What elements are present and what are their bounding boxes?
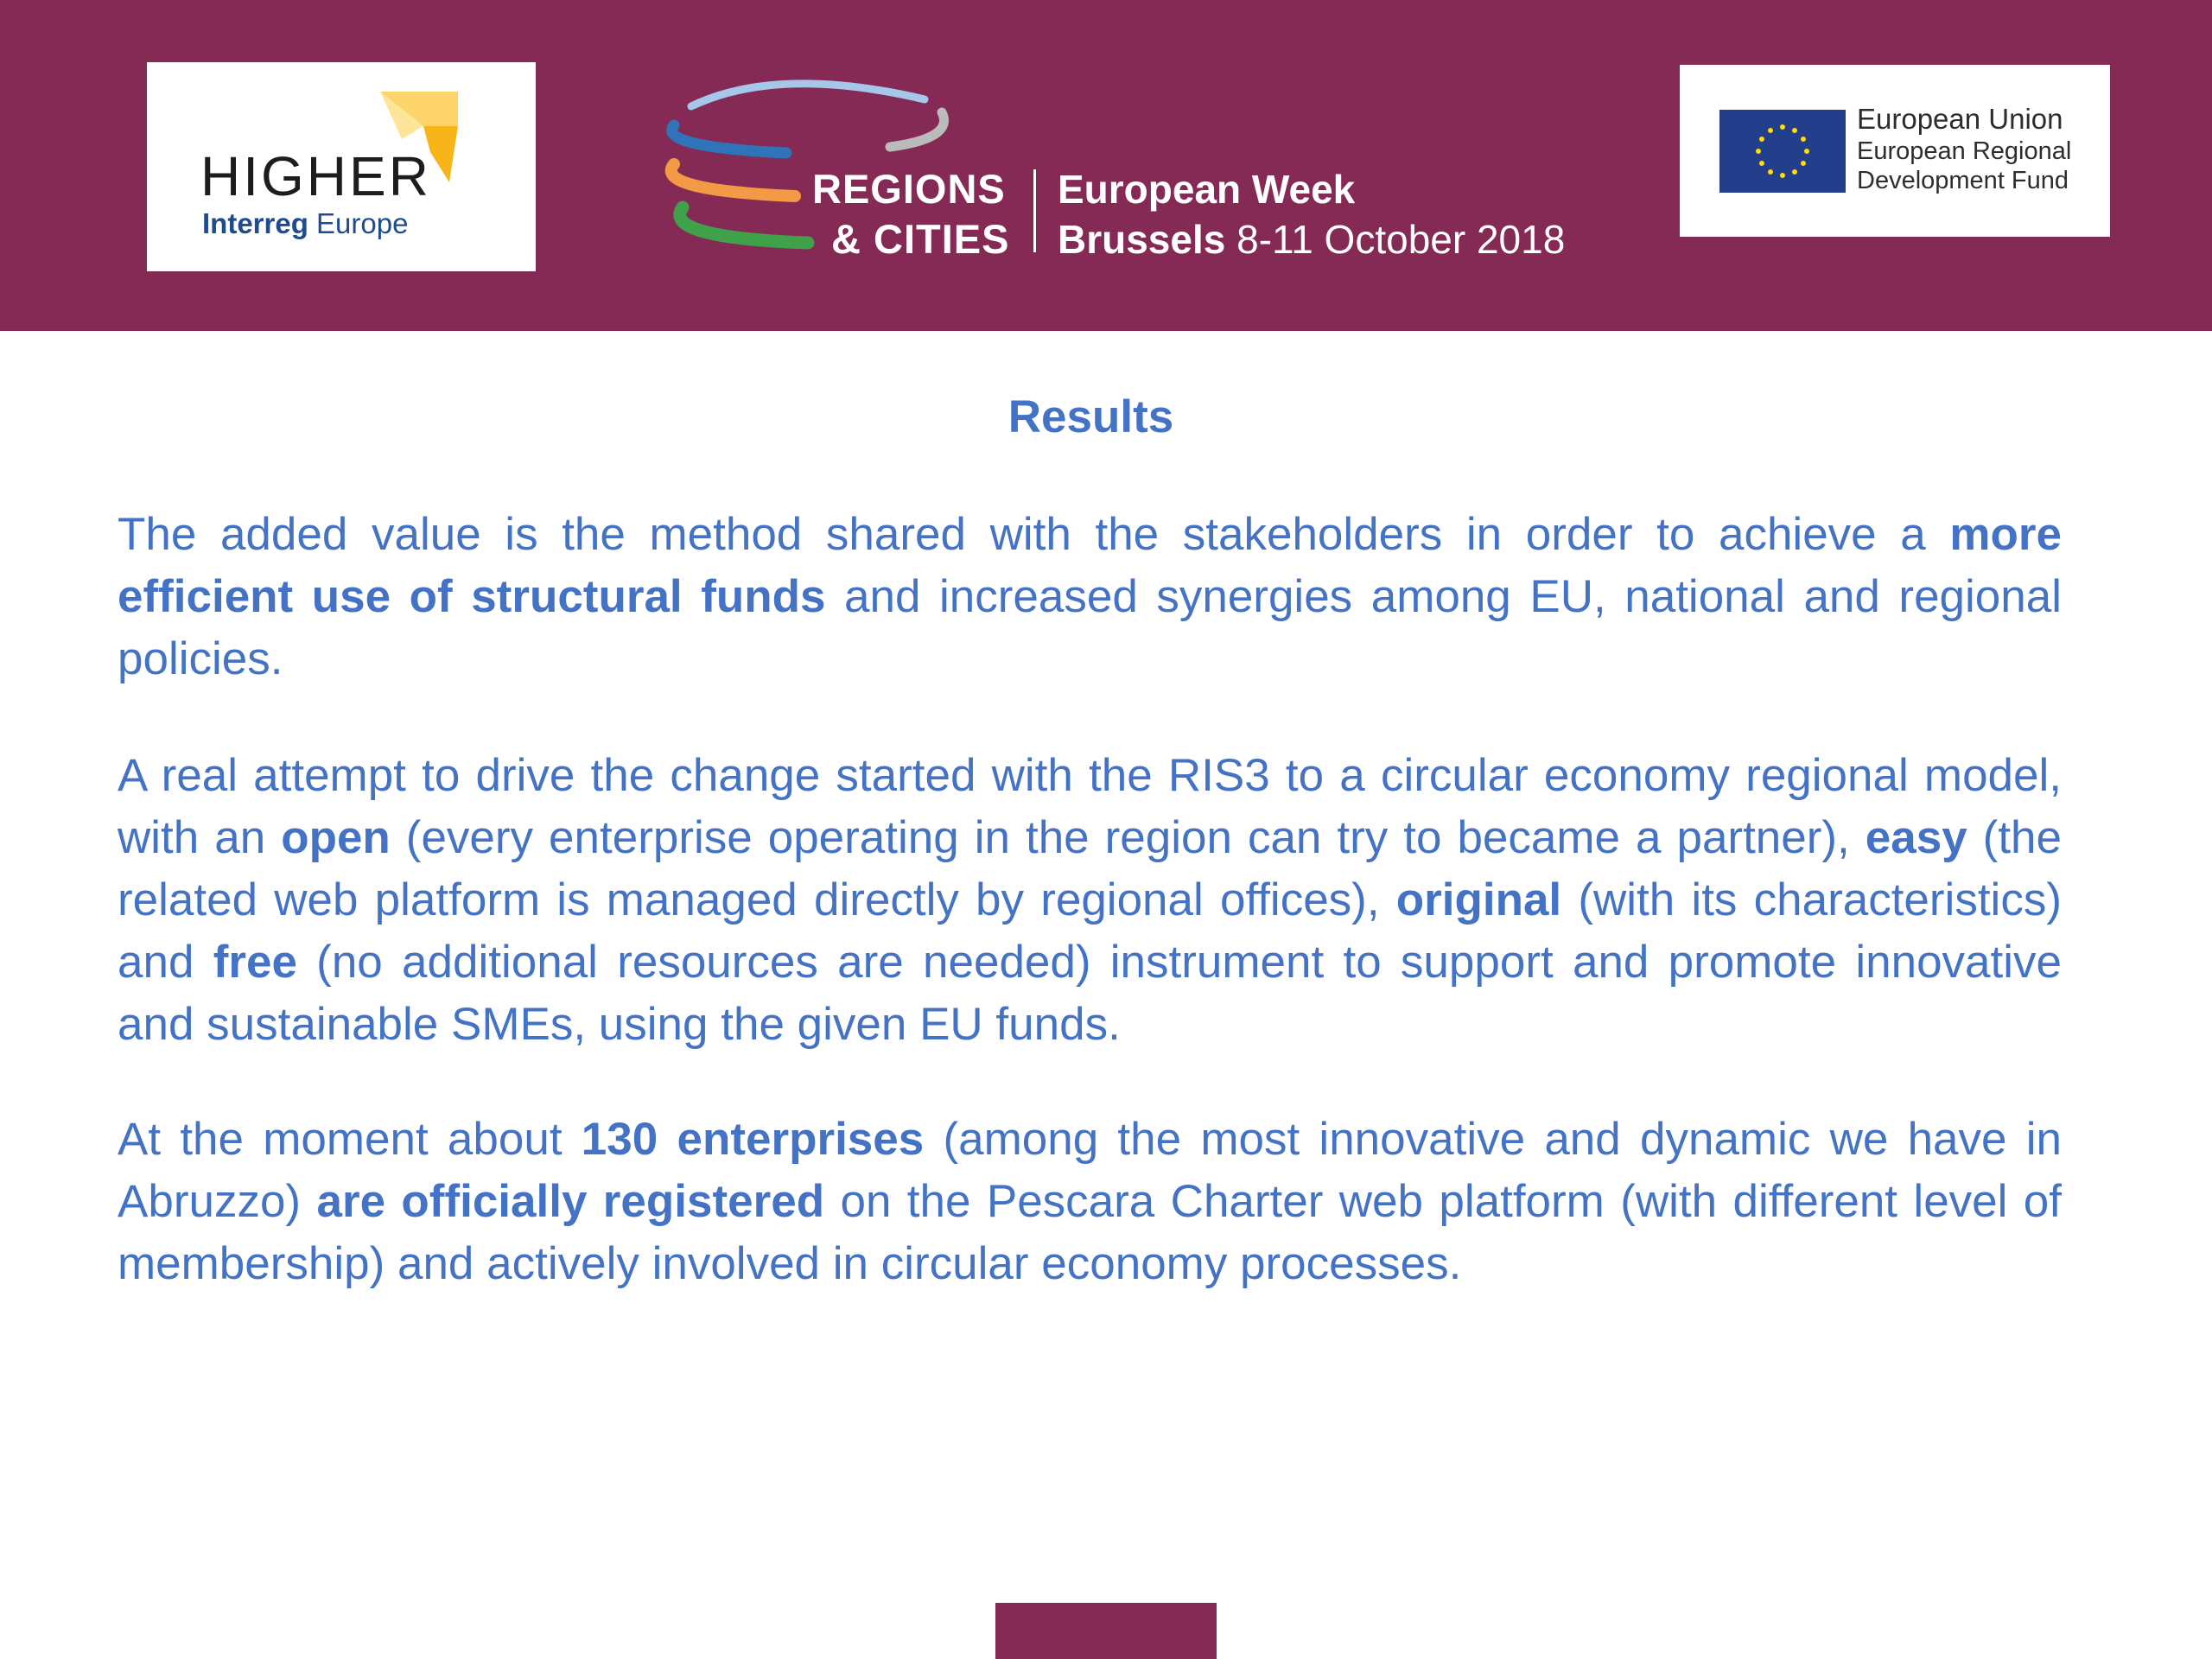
eu-erdf-logo <box>1680 65 2110 237</box>
page-title: Results <box>1007 391 1174 442</box>
eu-flag-icon <box>1719 110 1846 193</box>
footer-tab <box>995 1603 1217 1659</box>
interreg-europe-text: Interreg Europe <box>202 207 409 239</box>
logo-divider <box>1033 169 1036 252</box>
paragraph-ris3-attempt: A real attempt to drive the change started with the RIS3 to a circular economy regional model, with an open (every enterprise operating in the region can try to became a partner), easy (the related web platform is managed directly by regional offices), original (with its characteristics) and free (no additional resources are needed) instrument to support and promote innovative and sustainable SMEs, using the given EU funds. <box>118 750 2063 1050</box>
european-week-text: European Week Brussels 8-11 October 2018 <box>1058 167 1566 262</box>
eu-name: European Union <box>1857 103 2063 135</box>
paragraph-enterprises: At the moment about 130 enterprises (among the most innovative and dynamic we have in Abruzzo) are officially registered on the Pescara Charter web platform (with different level of membership) and actively involved in circular economy processes. <box>118 1114 2062 1289</box>
erdf-line1: European Regional <box>1857 137 2072 165</box>
higher-wordmark: HIGHER <box>200 145 431 207</box>
erdf-line2: Development Fund <box>1857 167 2069 194</box>
header-banner <box>0 0 2212 331</box>
regions-cities-title: REGIONS & CITIES <box>812 166 1010 262</box>
higher-interreg-logo <box>147 62 536 271</box>
paragraph-added-value: The added value is the method shared with the stakeholders in order to achieve a more efficient use of structural funds and increased synergies among EU, national and regional policies. <box>118 509 2063 684</box>
